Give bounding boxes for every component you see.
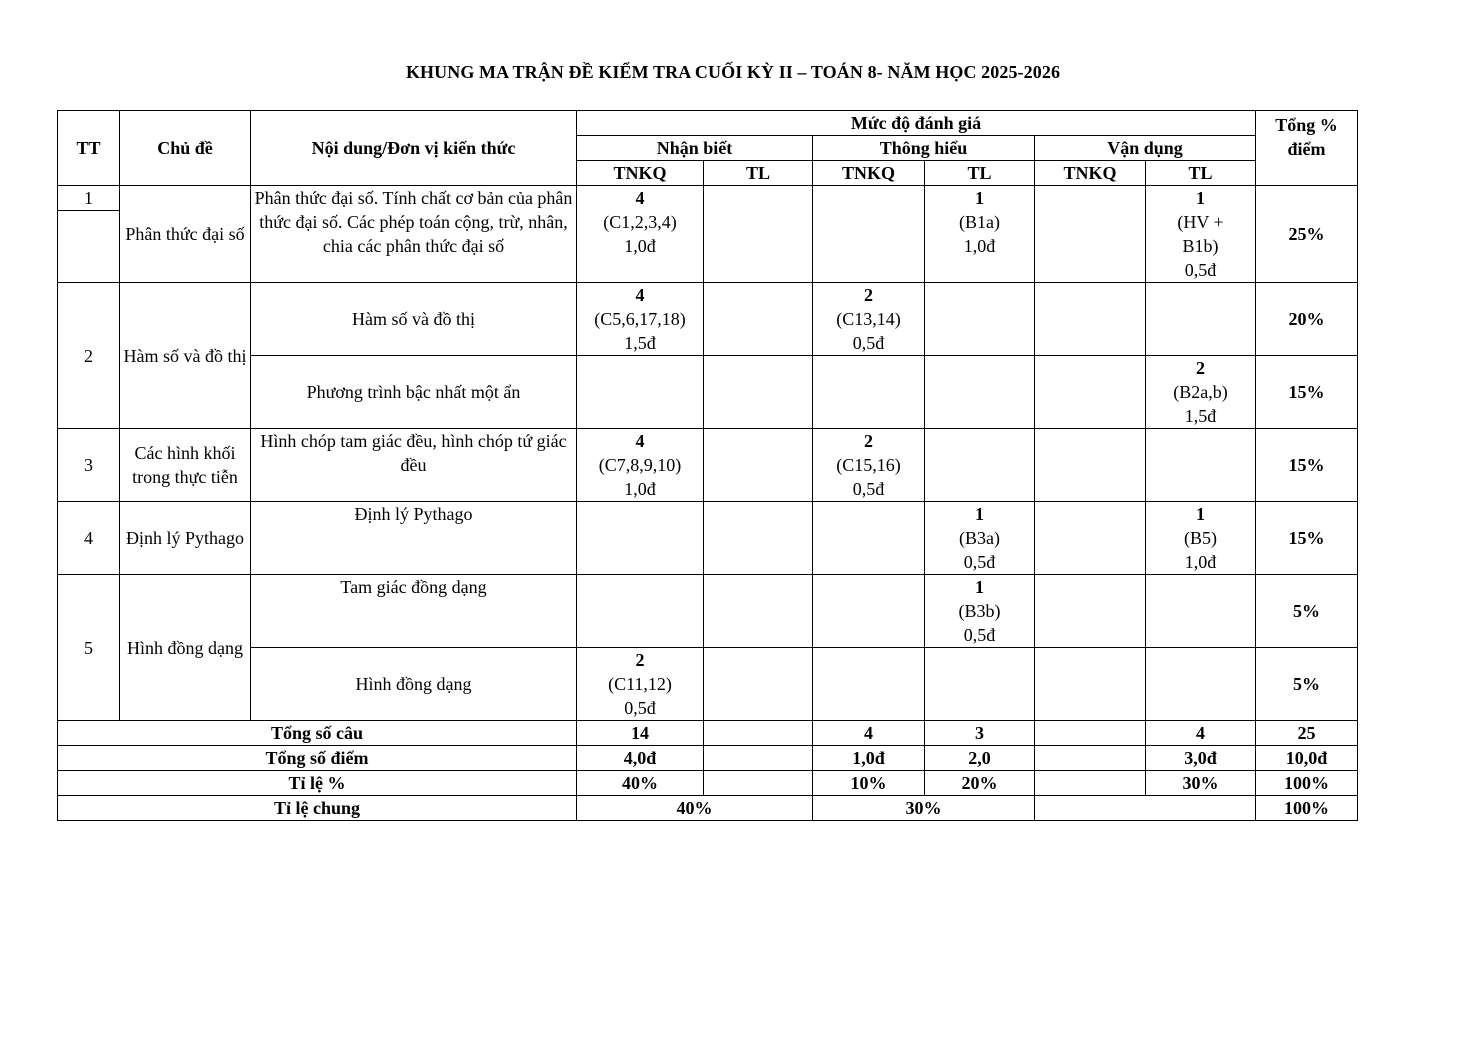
cell-nb-tl (704, 648, 813, 721)
cell-nb-tl (704, 186, 813, 283)
cell-th-tnkq (813, 575, 925, 648)
row-noi-dung: Hình chóp tam giác đều, hình chóp tứ giác đều (251, 429, 577, 502)
row-tt: 3 (58, 429, 120, 502)
total-th-tl: 3 (925, 721, 1035, 746)
cell-th-tnkq: 2 (C13,14) 0,5đ (813, 283, 925, 356)
header-sub-tnkq: TNKQ (1035, 161, 1146, 186)
total-nb-tl (704, 771, 813, 796)
cell-vd-tnkq (1035, 356, 1146, 429)
totals-row-ti-le (58, 771, 1358, 796)
header-noi-dung: Nội dung/Đơn vị kiến thức (251, 111, 577, 186)
row-tong: 25% (1256, 186, 1358, 283)
cell-th-tnkq (813, 356, 925, 429)
cell-nb-tl (704, 502, 813, 575)
cell-th-tl (925, 429, 1035, 502)
row-chu-de: Phân thức đại số (120, 186, 251, 283)
table-row (58, 648, 1358, 721)
cell-vd-tnkq (1035, 283, 1146, 356)
total-tong: 10,0đ (1256, 746, 1358, 771)
document-title: KHUNG MA TRẬN ĐỀ KIỂM TRA CUỐI KỲ II – TOÁN 8- NĂM HỌC 2025-2026 (405, 62, 1061, 82)
row-tt: 1 (58, 186, 120, 211)
table-row (58, 502, 1358, 575)
cell-vd-tl (1146, 429, 1256, 502)
header-tt: TT (58, 111, 120, 186)
cell-vd-tl: 1 (HV + B1b) 0,5đ (1146, 186, 1256, 283)
row-chu-de: Định lý Pythago (120, 502, 251, 575)
table-row (58, 356, 1358, 429)
totals-label: Tổng số câu (58, 721, 577, 746)
total-th-tnkq: 1,0đ (813, 746, 925, 771)
total-th-tnkq: 4 (813, 721, 925, 746)
cell-vd-tnkq (1035, 502, 1146, 575)
cell-nb-tnkq: 4 (C1,2,3,4) 1,0đ (577, 186, 704, 283)
table-row (58, 575, 1358, 648)
cell-vd-tnkq (1035, 575, 1146, 648)
row-chu-de: Các hình khối trong thực tiễn (120, 429, 251, 502)
row-tong: 15% (1256, 429, 1358, 502)
total-vd-tl: 3,0đ (1146, 746, 1256, 771)
totals-row-ti-le-chung (58, 796, 1358, 821)
header-level-nhan-biet: Nhận biết (577, 136, 813, 161)
cell-th-tl (925, 356, 1035, 429)
header-tong-diem: Tổng % điểm (1256, 111, 1358, 186)
cell-nb-tl (704, 429, 813, 502)
cell-nb-tl (704, 575, 813, 648)
total-vd-tnkq (1035, 771, 1146, 796)
cell-nb-tnkq: 4 (C7,8,9,10) 1,0đ (577, 429, 704, 502)
total-vd-tl: 30% (1146, 771, 1256, 796)
row-chu-de: Hàm số và đồ thị (120, 283, 251, 429)
total-nb-tnkq: 14 (577, 721, 704, 746)
cell-vd-tl (1146, 575, 1256, 648)
table-row (58, 429, 1358, 502)
cell-th-tl: 1 (B3a) 0,5đ (925, 502, 1035, 575)
table-row (58, 283, 1358, 356)
row-noi-dung: Hình đồng dạng (251, 648, 577, 721)
total-tong: 100% (1256, 796, 1358, 821)
total-nb-tl (704, 721, 813, 746)
header-sub-tl: TL (704, 161, 813, 186)
header-sub-tl: TL (925, 161, 1035, 186)
cell-th-tnkq (813, 648, 925, 721)
row-tong: 15% (1256, 356, 1358, 429)
cell-nb-tl (704, 283, 813, 356)
total-vd (1035, 796, 1256, 821)
header-level-van-dung: Vận dụng (1035, 136, 1256, 161)
totals-label: Tỉ lệ % (58, 771, 577, 796)
header-sub-tnkq: TNKQ (813, 161, 925, 186)
cell-th-tnkq (813, 502, 925, 575)
cell-nb-tnkq (577, 356, 704, 429)
cell-vd-tnkq (1035, 186, 1146, 283)
cell-vd-tnkq (1035, 648, 1146, 721)
header-sub-tl: TL (1146, 161, 1256, 186)
header-level-thong-hieu: Thông hiểu (813, 136, 1035, 161)
row-tong: 20% (1256, 283, 1358, 356)
totals-label: Tổng số điểm (58, 746, 577, 771)
header-row-1 (58, 111, 1358, 136)
totals-row-so-diem (58, 746, 1358, 771)
total-tong: 25 (1256, 721, 1358, 746)
row-tt: 2 (58, 283, 120, 429)
table-row (58, 186, 1358, 211)
cell-nb-tnkq (577, 575, 704, 648)
total-th-tl: 2,0 (925, 746, 1035, 771)
row-chu-de: Hình đồng dạng (120, 575, 251, 721)
total-vd-tl: 4 (1146, 721, 1256, 746)
row-noi-dung: Hàm số và đồ thị (251, 283, 577, 356)
row-tt: 5 (58, 575, 120, 721)
row-noi-dung: Tam giác đồng dạng (251, 575, 577, 648)
row-tt-empty (58, 211, 120, 283)
row-tong: 5% (1256, 648, 1358, 721)
header-muc-do: Mức độ đánh giá (577, 111, 1256, 136)
cell-th-tl (925, 283, 1035, 356)
total-nb-tnkq: 40% (577, 771, 704, 796)
total-nb-tnkq: 4,0đ (577, 746, 704, 771)
cell-th-tnkq (813, 186, 925, 283)
total-th: 30% (813, 796, 1035, 821)
cell-vd-tl (1146, 648, 1256, 721)
cell-nb-tl (704, 356, 813, 429)
cell-th-tl: 1 (B1a) 1,0đ (925, 186, 1035, 283)
total-nb: 40% (577, 796, 813, 821)
cell-th-tl: 1 (B3b) 0,5đ (925, 575, 1035, 648)
total-th-tl: 20% (925, 771, 1035, 796)
exam-matrix-table (57, 110, 1358, 821)
cell-vd-tl: 1 (B5) 1,0đ (1146, 502, 1256, 575)
total-vd-tnkq (1035, 721, 1146, 746)
cell-vd-tnkq (1035, 429, 1146, 502)
totals-label: Tỉ lệ chung (58, 796, 577, 821)
cell-nb-tnkq: 2 (C11,12) 0,5đ (577, 648, 704, 721)
row-tong: 15% (1256, 502, 1358, 575)
row-noi-dung: Phương trình bậc nhất một ẩn (251, 356, 577, 429)
row-tt: 4 (58, 502, 120, 575)
row-noi-dung: Định lý Pythago (251, 502, 577, 575)
total-nb-tl (704, 746, 813, 771)
total-th-tnkq: 10% (813, 771, 925, 796)
total-tong: 100% (1256, 771, 1358, 796)
cell-vd-tl: 2 (B2a,b) 1,5đ (1146, 356, 1256, 429)
totals-row-so-cau (58, 721, 1358, 746)
row-tong: 5% (1256, 575, 1358, 648)
row-noi-dung: Phân thức đại số. Tính chất cơ bản của phân thức đại số. Các phép toán cộng, trừ, nhân, chia các phân thức đại số (251, 186, 577, 283)
header-chu-de: Chủ đề (120, 111, 251, 186)
total-vd-tnkq (1035, 746, 1146, 771)
cell-th-tl (925, 648, 1035, 721)
cell-vd-tl (1146, 283, 1256, 356)
cell-nb-tnkq: 4 (C5,6,17,18) 1,5đ (577, 283, 704, 356)
header-sub-tnkq: TNKQ (577, 161, 704, 186)
cell-th-tnkq: 2 (C15,16) 0,5đ (813, 429, 925, 502)
cell-nb-tnkq (577, 502, 704, 575)
